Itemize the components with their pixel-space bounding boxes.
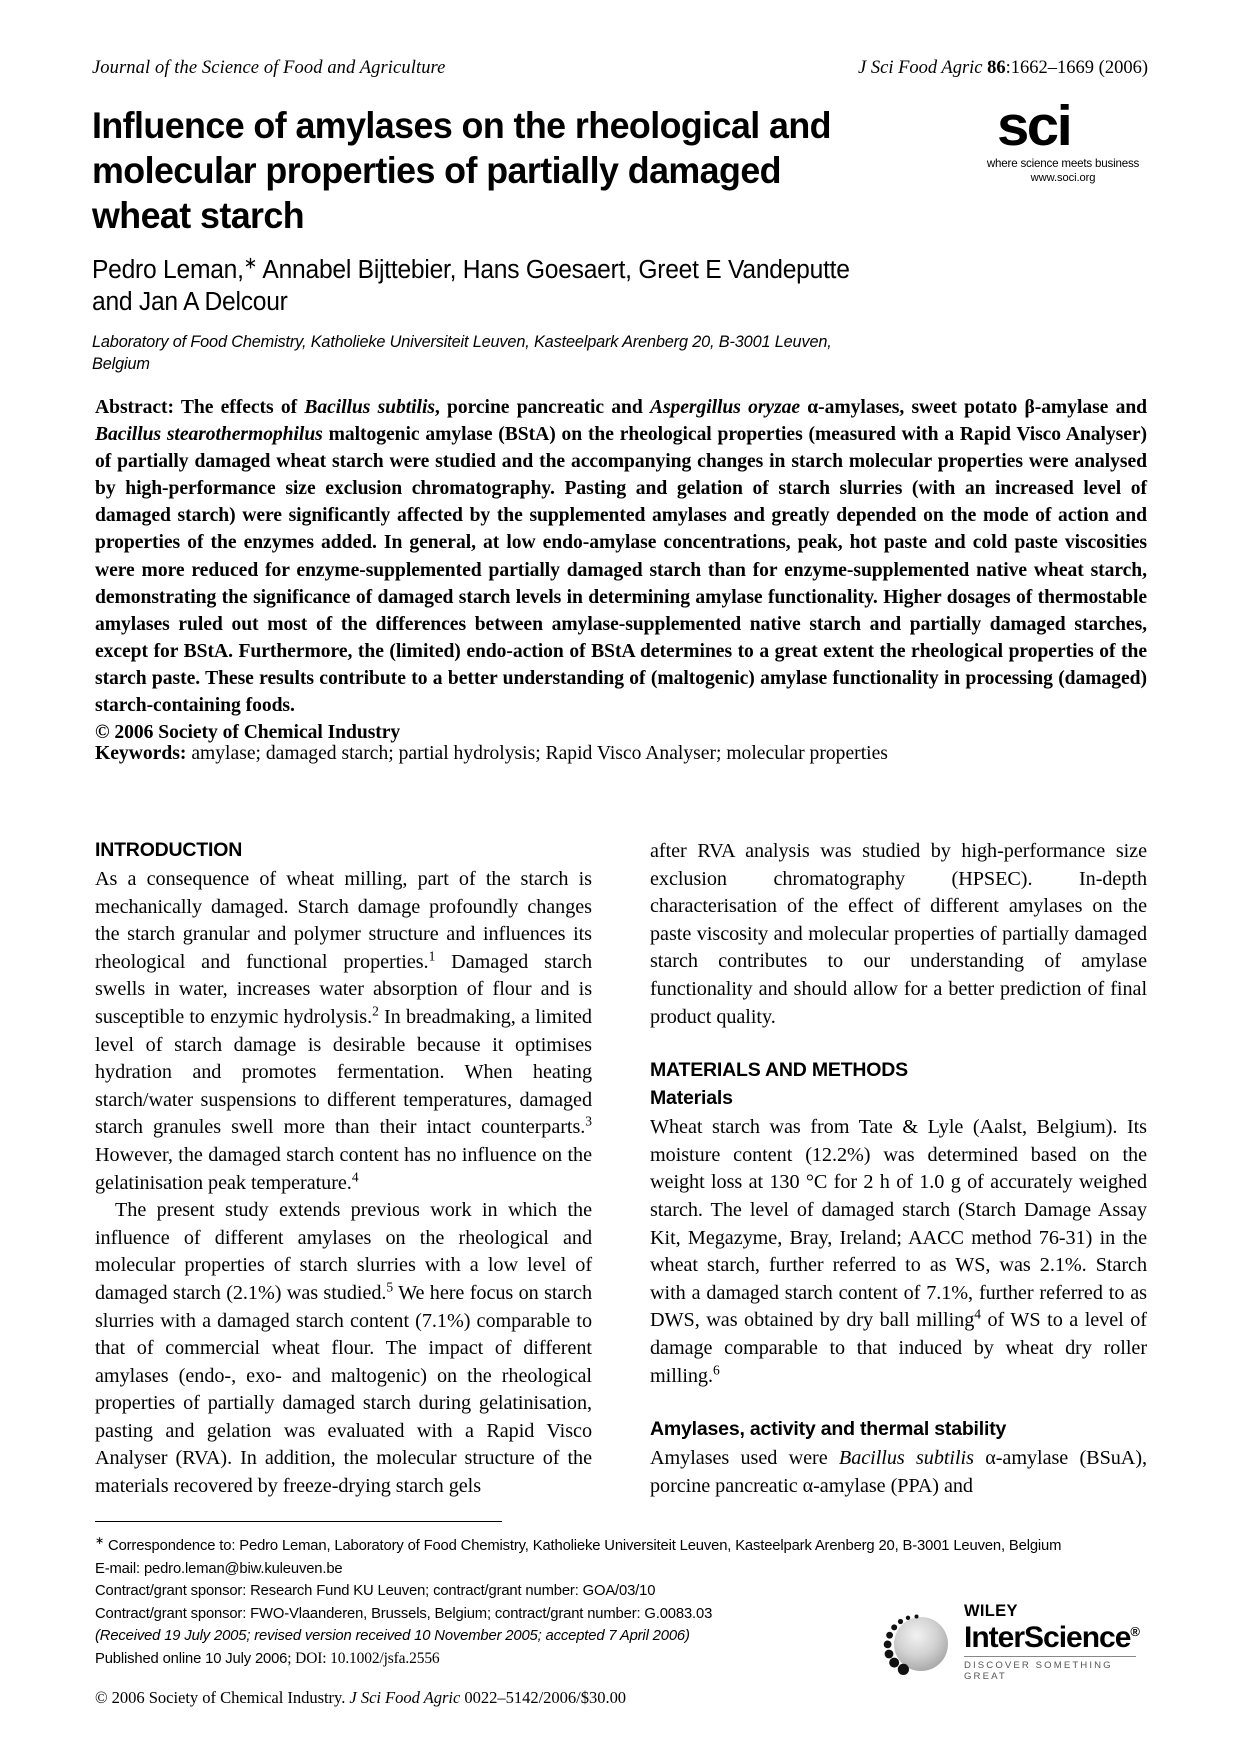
author-rest: Annabel Bijttebier, Hans Goesaert, Greet E Vandeputte and Jan A Delcour — [92, 256, 850, 316]
subsection-heading-materials: Materials — [650, 1087, 733, 1110]
intro-p1-c: In breadmaking, a limited level of starch damage is desirable because it optimises hydration and promotes fermentation. When heating starch/water suspensions to different temperatures, damaged starch granules swell more than their intact counterparts. — [95, 1005, 592, 1139]
species-name-bacillus-stearothermophilus: Bacillus stearothermophilus — [95, 424, 323, 446]
journal-name: Journal of the Science of Food and Agriculture — [92, 58, 446, 78]
page-title: Influence of amylases on the rheological and molecular properties of partially damaged wheat starch — [92, 104, 831, 236]
footnote-received-dates: (Received 19 July 2005; revised version received 10 November 2005; accepted 7 April 2006) — [95, 1628, 690, 1645]
species-name-aspergillus-oryzae: Aspergillus oryzae — [649, 397, 801, 418]
interscience-tagline: DISCOVER SOMETHING GREAT — [964, 1660, 1113, 1682]
footnote-grant-2: Contract/grant sponsor: FWO-Vlaanderen, Brussels, Belgium; contract/grant number: G.0083.03 — [95, 1605, 713, 1622]
footer-copyright — [95, 1688, 626, 1708]
published-online-text: Published online 10 July 2006 — [95, 1650, 288, 1667]
abstract — [95, 394, 1147, 746]
species-name-bacillus-subtilis-body: Bacillus subtilis — [838, 1447, 974, 1470]
intro-p1-b: Damaged starch swells in water, increases water absorption of flour and is susceptible to enzymic hydrolysis. — [95, 950, 592, 1028]
subsection-heading-amylases: Amylases, activity and thermal stability — [650, 1418, 1007, 1441]
sci-wordmark: sci — [997, 94, 1071, 158]
abstract-label: Abstract: — [95, 397, 181, 418]
materials-paragraph — [650, 1114, 1147, 1390]
section-heading-materials-and-methods: MATERIALS AND METHODS — [650, 1059, 908, 1082]
interscience-wordmark — [964, 1602, 1148, 1682]
keywords-list: amylase; damaged starch; partial hydrolysis; Rapid Visco Analyser; molecular properties — [191, 743, 888, 764]
affiliation: Laboratory of Food Chemistry, Katholieke Universiteit Leuven, Kasteelpark Arenberg 20, B-3001 Leuven, Belgium — [92, 333, 832, 373]
citation-ref-6: 6 — [712, 1361, 720, 1377]
keywords — [95, 740, 1147, 767]
interscience-swirl-icon — [880, 1604, 956, 1680]
footnote-email[interactable]: E-mail: pedro.leman@biw.kuleuven.be — [95, 1560, 343, 1577]
citation-ref-1: 1 — [428, 948, 436, 964]
intro-p2-a: The present study extends previous work in which the influence of different amylases on the rheological and molecular properties of starch slurries with a low level of damaged starch (2.1%) was studied. — [95, 1199, 592, 1304]
author-list — [92, 254, 854, 318]
intro-p2-b: We here focus on starch slurries with a damaged starch content (7.1%) comparable to that of commercial wheat flour. The impact of different amylases (endo-, exo- and maltogenic) on the rheological properties of partially damaged starch during gelatinisation, pasting and gelation was evaluated with a Rapid Visco Analyser (RVA). In addition, the molecular structure of the materials recovered by freeze-drying starch gels — [95, 1281, 592, 1498]
abstract-text-4: maltogenic amylase (BStA) on the rheological properties (measured with a Rapid Visco Analyser) of partially damaged wheat starch were studied and the accompanying changes in starch molecular properties were analysed by high-performance size exclusion chromatography. Pasting and gelation of starch slurries (with an increased level of damaged starch) were significantly affected by the supplemented amylases and greatly depended on the mode of action and properties of the enzymes added. In general, at low endo-amylase concentrations, peak, hot paste and cold paste viscosities were more reduced for enzyme-supplemented partially damaged starch than for enzyme-supplemented native wheat starch, demonstrating the significance of damaged starch levels in determining amylase functionality. Higher dosages of thermostable amylases ruled out most of the differences between amylase-supplemented native starch and partially damaged starches, except for BStA. Furthermore, the (limited) endo-action of BStA determines to a great extent the rheological properties of the starch paste. These results contribute to a better understanding of (maltogenic) amylase functionality in processing (damaged) starch-containing foods. — [95, 424, 1147, 717]
correspondence-text: Correspondence to: Pedro Leman, Laboratory of Food Chemistry, Katholieke Universiteit Leuven, Kasteelpark Arenberg 20, B-3001 Leuven, Belgium — [104, 1538, 1062, 1554]
correspondence-marker: ∗ — [95, 1535, 105, 1548]
footnote-grant-1: Contract/grant sponsor: Research Fund KU Leuven; contract/grant number: GOA/03/10 — [95, 1583, 656, 1600]
species-name-bacillus-subtilis: Bacillus subtilis — [304, 397, 435, 418]
copyright-text-a: © 2006 Society of Chemical Industry. — [95, 1688, 350, 1707]
amylases-text-b: α-amylase (BSuA), porcine pancreatic α-amylase (PPA) and — [650, 1447, 1147, 1497]
wiley-label: WILEY — [964, 1602, 1018, 1620]
corresponding-author-marker: ∗ — [243, 253, 258, 273]
citation-ref-4: 4 — [351, 1168, 359, 1184]
copyright-journal: J Sci Food Agric — [349, 1688, 461, 1707]
intro-continuation-paragraph: after RVA analysis was studied by high-performance size exclusion chromatography (HPSEC). In-depth characterisation of the effect of different amylases on the paste viscosity and molecular properties of partially damaged starch contributes to our understanding of amylase functionality and should allow for a better prediction of final product quality. — [650, 840, 1147, 1028]
abstract-text-2: , porcine pancreatic and — [434, 397, 650, 418]
copyright-text-b: 0022–5142/2006/$30.00 — [460, 1688, 627, 1707]
materials-text-b: of WS to a level of damage comparable to that induced by wheat dry roller milling. — [650, 1309, 1147, 1387]
citation-ref-5: 5 — [386, 1279, 394, 1295]
materials-text-a: Wheat starch was from Tate & Lyle (Aalst, Belgium). Its moisture content (12.2%) was determined based on the weight loss at 130 °C for 2 h of 1.0 g of accurately weighed starch. The level of damaged starch (Starch Damage Assay Kit, Megazyme, Bray, Ireland; AACC method 76-31) in the wheat starch, further referred to as WS, was 2.1%. Starch with a damaged starch content of 7.1%, further referred to as DWS, was obtained by dry ball milling — [650, 1116, 1147, 1332]
column-right — [650, 838, 1147, 1497]
keywords-label: Keywords: — [95, 743, 192, 764]
citation-volume: 86 — [987, 58, 1006, 78]
abstract-text-3: α-amylases, sweet potato β-amylase and — [800, 397, 1148, 418]
footnote-correspondence — [95, 1535, 1062, 1558]
intro-p1-d: However, the damaged starch content has no influence on the gelatinisation peak temperature. — [95, 1143, 592, 1194]
sci-logo — [983, 94, 1143, 185]
title-block — [92, 103, 882, 375]
intro-p1-a: As a consequence of wheat milling, part of the starch is mechanically damaged. Starch damage profoundly changes the starch granular and polymer structure and influences its rheological and functional properties. — [95, 868, 592, 973]
citation-ref-3: 3 — [585, 1113, 592, 1129]
citation-ref-4b: 4 — [974, 1306, 981, 1322]
footnote-divider — [95, 1521, 502, 1522]
interscience-logo — [880, 1596, 1148, 1692]
doi-text[interactable]: ; DOI: 10.1002/jsfa.2556 — [287, 1649, 440, 1667]
sci-tagline: where science meets business — [986, 157, 1140, 170]
author-first: Pedro Leman, — [92, 256, 244, 284]
citation-ref-2: 2 — [372, 1003, 379, 1019]
column-left — [95, 838, 592, 1498]
registered-mark: ® — [1130, 1624, 1140, 1639]
citation-journal: J Sci Food Agric — [858, 58, 988, 78]
intro-paragraph-2 — [95, 1197, 592, 1501]
amylases-paragraph — [650, 1445, 1147, 1500]
interscience-name-text: InterScience — [964, 1621, 1131, 1654]
interscience-name — [964, 1621, 1148, 1654]
citation-pages: :1662–1669 (2006) — [1005, 58, 1148, 78]
intro-paragraph-1 — [95, 866, 592, 1197]
sci-url: www.soci.org — [1030, 172, 1096, 184]
citation-reference — [858, 58, 1148, 79]
amylases-text-a: Amylases used were — [650, 1447, 839, 1470]
abstract-text-1: The effects of — [180, 397, 305, 418]
abstract-copyright: © 2006 Society of Chemical Industry — [95, 722, 401, 744]
interscience-divider — [964, 1656, 1136, 1657]
body-columns — [95, 838, 1147, 1498]
section-heading-introduction: INTRODUCTION — [95, 839, 243, 861]
running-head — [92, 58, 1148, 79]
